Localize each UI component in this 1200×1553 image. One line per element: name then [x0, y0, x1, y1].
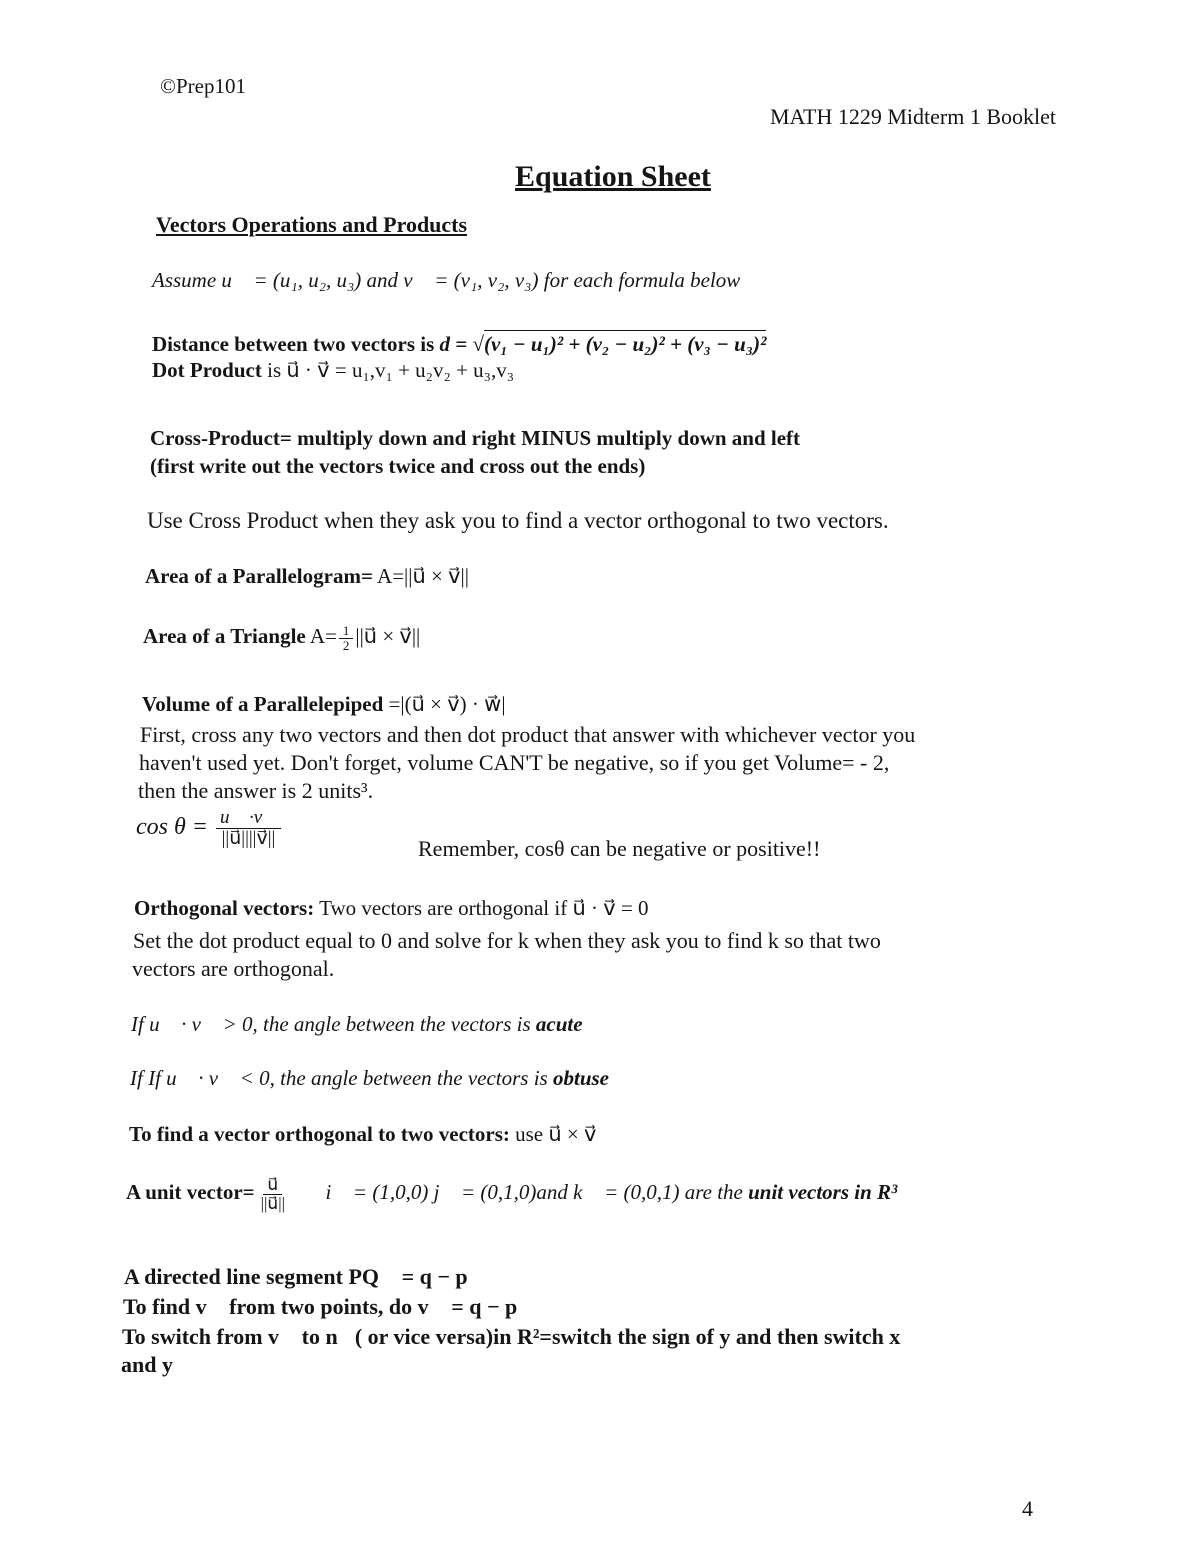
unit-vector-label: A unit vector=: [126, 1180, 255, 1205]
acute-line: [131, 1012, 583, 1037]
parallelepiped-text-3: then the answer is 2 units³.: [138, 778, 374, 803]
obtuse-word: obtuse: [552, 1066, 609, 1090]
unit-vector-text: i⃗ = (1,0,0) j⃗ = (0,1,0)and k⃗ = (0,0,1) are the: [325, 1180, 743, 1205]
obtuse-line: [130, 1066, 609, 1091]
parallelepiped-line: [142, 692, 506, 717]
parallelepiped-text-1: First, cross any two vectors and then dot product that answer with whichever vector you: [140, 722, 916, 747]
unit-vector-bold: unit vectors in R³: [748, 1180, 898, 1205]
cosine-formula: [136, 808, 283, 849]
section-heading: Vectors Operations and Products: [156, 212, 468, 237]
orthogonal-text-3: vectors are orthogonal.: [132, 956, 335, 981]
distance-label: Distance between two vectors is: [152, 332, 435, 356]
find-orthogonal-label: To find a vector orthogonal to two vectors:: [129, 1122, 510, 1146]
cosine-remember: Remember, cosθ can be negative or positive!!: [418, 836, 821, 861]
parallelogram-label: Area of a Parallelogram=: [145, 564, 373, 588]
obtuse-text: If If u⃗ · v⃗ < 0, the angle between the vectors is: [130, 1066, 548, 1090]
page-number: 4: [1022, 1496, 1033, 1521]
use-cross-product: Use Cross Product when they ask you to find a vector orthogonal to two vectors.: [147, 508, 889, 533]
orthogonal-label: Orthogonal vectors:: [134, 896, 315, 920]
acute-word: acute: [535, 1012, 583, 1036]
parallelogram-formula: A=||u⃗ × v⃗||: [377, 564, 469, 588]
page-title: Equation Sheet: [515, 160, 711, 193]
cosine-fraction: [216, 808, 281, 849]
distance-line: [152, 332, 766, 357]
parallelepiped-text-2: haven't used yet. Don't forget, volume CAN'T be negative, so if you get Volume= - 2,: [139, 750, 890, 775]
directed-line-1: A directed line segment PQ⃗ = q − p: [124, 1264, 468, 1289]
distance-radicand: (v₁ − u₁)² + (v₂ − u₂)² + (v₃ − u₃)²: [484, 332, 767, 356]
sqrt-icon: √: [472, 332, 485, 356]
fraction-numerator: 1: [339, 624, 354, 639]
unit-vector-denominator: ||u⃗||: [260, 1193, 286, 1213]
cosine-numerator: u⃗ ·v⃗: [216, 808, 281, 829]
copyright-text: ©Prep101: [160, 74, 246, 98]
triangle-label: Area of a Triangle: [143, 624, 306, 648]
orthogonal-text-2: Set the dot product equal to 0 and solve for k when they ask you to find k so that two: [133, 928, 881, 953]
find-orthogonal-text: use u⃗ × v⃗: [515, 1122, 597, 1146]
dot-product-line: [152, 358, 514, 383]
cosine-denominator: ||u⃗||||v⃗||: [221, 827, 276, 849]
triangle-formula: ||u⃗ × v⃗||: [355, 624, 421, 648]
dot-product-formula: is u⃗ · v⃗ = u₁,v₁ + u₂v₂ + u₃,v₃: [267, 358, 515, 382]
unit-vector-line: [126, 1176, 897, 1213]
orthogonal-text: Two vectors are orthogonal if u⃗ · v⃗ = 0: [319, 896, 649, 920]
parallelogram-line: [145, 564, 469, 589]
assume-line: Assume u⃗ = (u₁, u₂, u₃) and v⃗ = (v₁, v₂, v₃) for each formula below: [152, 268, 741, 292]
dot-product-label: Dot Product: [152, 358, 262, 382]
cross-product-line2: (first write out the vectors twice and cross out the ends): [150, 454, 646, 478]
acute-text: If u⃗ · v⃗ > 0, the angle between the vectors is: [131, 1012, 531, 1036]
orthogonal-line: [134, 896, 649, 921]
parallelepiped-formula: =|(u⃗ × v⃗) · w⃗|: [388, 692, 506, 716]
unit-vector-fraction: [257, 1176, 289, 1213]
triangle-prefix: A=: [309, 624, 337, 648]
distance-lhs: d =: [439, 332, 468, 356]
unit-vector-numerator: u⃗: [263, 1176, 282, 1195]
cosine-lhs: cos θ =: [136, 813, 208, 840]
parallelepiped-label: Volume of a Parallelepiped: [142, 692, 384, 716]
directed-line-2: To find v⃗ from two points, do v⃗ = q − p: [123, 1294, 518, 1319]
fraction-denominator: 2: [342, 637, 350, 653]
course-header: MATH 1229 Midterm 1 Booklet: [770, 104, 1056, 129]
triangle-line: [143, 624, 420, 652]
find-orthogonal-line: [129, 1122, 596, 1147]
one-half-fraction: [339, 624, 354, 652]
directed-line-3: To switch from v⃗ to n⃗( or vice versa)in R²=switch the sign of y and then switch x: [122, 1324, 901, 1349]
directed-line-4: and y: [121, 1352, 173, 1377]
cross-product-line1: Cross-Product= multiply down and right MINUS multiply down and left: [150, 426, 801, 450]
